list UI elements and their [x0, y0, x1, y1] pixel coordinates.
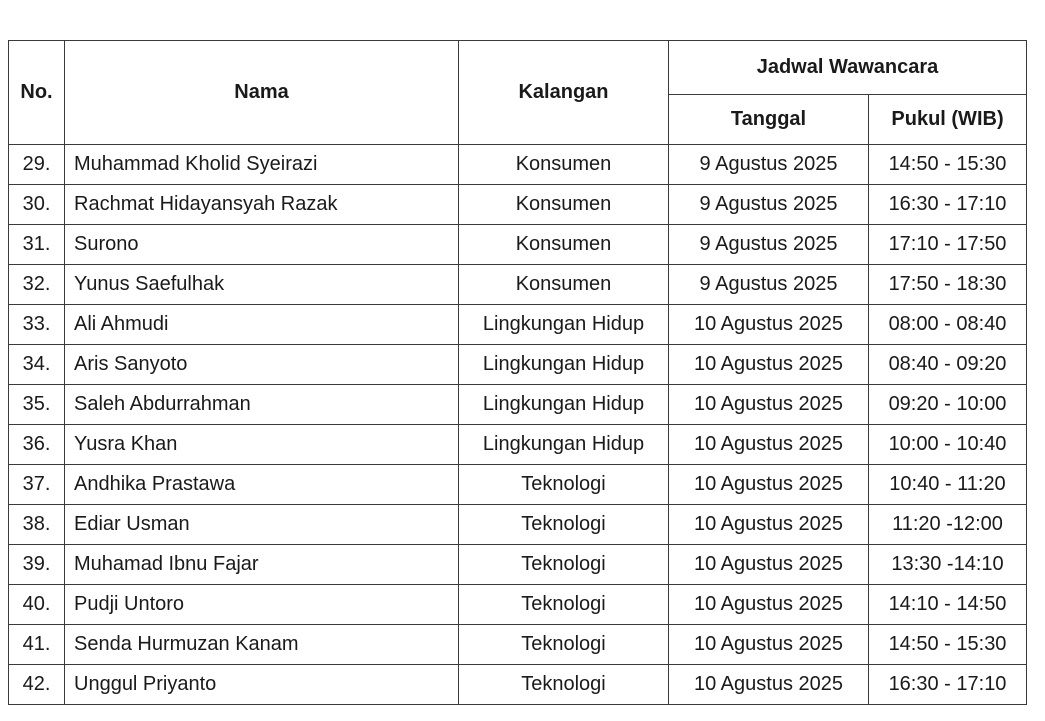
cell-kalangan: Teknologi	[459, 585, 669, 625]
header-no: No.	[9, 41, 65, 145]
cell-tanggal: 9 Agustus 2025	[669, 185, 869, 225]
interview-schedule-table	[8, 40, 1027, 705]
cell-no: 40.	[9, 585, 65, 625]
cell-nama: Muhamad Ibnu Fajar	[65, 545, 459, 585]
cell-tanggal: 9 Agustus 2025	[669, 145, 869, 185]
table-row	[9, 665, 1027, 705]
cell-pukul: 14:50 - 15:30	[869, 145, 1027, 185]
cell-pukul: 09:20 - 10:00	[869, 385, 1027, 425]
table-row	[9, 345, 1027, 385]
header-nama: Nama	[65, 41, 459, 145]
table-row	[9, 265, 1027, 305]
cell-nama: Ediar Usman	[65, 505, 459, 545]
cell-tanggal: 10 Agustus 2025	[669, 305, 869, 345]
cell-kalangan: Lingkungan Hidup	[459, 425, 669, 465]
table-row	[9, 425, 1027, 465]
cell-kalangan: Konsumen	[459, 145, 669, 185]
cell-no: 37.	[9, 465, 65, 505]
table-row	[9, 305, 1027, 345]
cell-kalangan: Lingkungan Hidup	[459, 385, 669, 425]
header-tanggal: Tanggal	[669, 95, 869, 145]
cell-nama: Rachmat Hidayansyah Razak	[65, 185, 459, 225]
cell-no: 29.	[9, 145, 65, 185]
cell-no: 33.	[9, 305, 65, 345]
cell-no: 36.	[9, 425, 65, 465]
table-row	[9, 385, 1027, 425]
table-body	[9, 145, 1027, 705]
cell-kalangan: Lingkungan Hidup	[459, 345, 669, 385]
cell-tanggal: 10 Agustus 2025	[669, 465, 869, 505]
table-row	[9, 465, 1027, 505]
cell-nama: Ali Ahmudi	[65, 305, 459, 345]
cell-tanggal: 10 Agustus 2025	[669, 505, 869, 545]
cell-nama: Unggul Priyanto	[65, 665, 459, 705]
cell-tanggal: 10 Agustus 2025	[669, 385, 869, 425]
cell-kalangan: Konsumen	[459, 265, 669, 305]
cell-pukul: 16:30 - 17:10	[869, 185, 1027, 225]
cell-nama: Surono	[65, 225, 459, 265]
table-row	[9, 545, 1027, 585]
cell-no: 34.	[9, 345, 65, 385]
cell-tanggal: 10 Agustus 2025	[669, 625, 869, 665]
header-jadwal-wawancara: Jadwal Wawancara	[669, 41, 1027, 95]
cell-kalangan: Konsumen	[459, 225, 669, 265]
cell-nama: Aris Sanyoto	[65, 345, 459, 385]
cell-no: 41.	[9, 625, 65, 665]
cell-tanggal: 9 Agustus 2025	[669, 225, 869, 265]
cell-kalangan: Teknologi	[459, 505, 669, 545]
cell-no: 31.	[9, 225, 65, 265]
cell-tanggal: 10 Agustus 2025	[669, 345, 869, 385]
cell-kalangan: Lingkungan Hidup	[459, 305, 669, 345]
table-row	[9, 185, 1027, 225]
cell-kalangan: Teknologi	[459, 665, 669, 705]
cell-nama: Yusra Khan	[65, 425, 459, 465]
header-kalangan: Kalangan	[459, 41, 669, 145]
cell-nama: Muhammad Kholid Syeirazi	[65, 145, 459, 185]
cell-pukul: 16:30 - 17:10	[869, 665, 1027, 705]
cell-tanggal: 9 Agustus 2025	[669, 265, 869, 305]
table-row	[9, 625, 1027, 665]
cell-nama: Yunus Saefulhak	[65, 265, 459, 305]
cell-pukul: 08:00 - 08:40	[869, 305, 1027, 345]
cell-pukul: 10:40 - 11:20	[869, 465, 1027, 505]
cell-no: 42.	[9, 665, 65, 705]
cell-pukul: 14:50 - 15:30	[869, 625, 1027, 665]
cell-pukul: 10:00 - 10:40	[869, 425, 1027, 465]
cell-nama: Saleh Abdurrahman	[65, 385, 459, 425]
cell-pukul: 08:40 - 09:20	[869, 345, 1027, 385]
cell-tanggal: 10 Agustus 2025	[669, 425, 869, 465]
cell-pukul: 11:20 -12:00	[869, 505, 1027, 545]
cell-tanggal: 10 Agustus 2025	[669, 585, 869, 625]
cell-no: 35.	[9, 385, 65, 425]
cell-kalangan: Teknologi	[459, 545, 669, 585]
table-row	[9, 145, 1027, 185]
cell-kalangan: Teknologi	[459, 625, 669, 665]
cell-no: 39.	[9, 545, 65, 585]
cell-no: 30.	[9, 185, 65, 225]
table-row	[9, 225, 1027, 265]
cell-no: 32.	[9, 265, 65, 305]
cell-kalangan: Konsumen	[459, 185, 669, 225]
cell-nama: Senda Hurmuzan Kanam	[65, 625, 459, 665]
cell-nama: Andhika Prastawa	[65, 465, 459, 505]
table-row	[9, 585, 1027, 625]
table-row	[9, 505, 1027, 545]
cell-pukul: 17:50 - 18:30	[869, 265, 1027, 305]
cell-pukul: 14:10 - 14:50	[869, 585, 1027, 625]
cell-nama: Pudji Untoro	[65, 585, 459, 625]
cell-tanggal: 10 Agustus 2025	[669, 545, 869, 585]
cell-tanggal: 10 Agustus 2025	[669, 665, 869, 705]
cell-kalangan: Teknologi	[459, 465, 669, 505]
cell-no: 38.	[9, 505, 65, 545]
header-pukul: Pukul (WIB)	[869, 95, 1027, 145]
cell-pukul: 13:30 -14:10	[869, 545, 1027, 585]
cell-pukul: 17:10 - 17:50	[869, 225, 1027, 265]
